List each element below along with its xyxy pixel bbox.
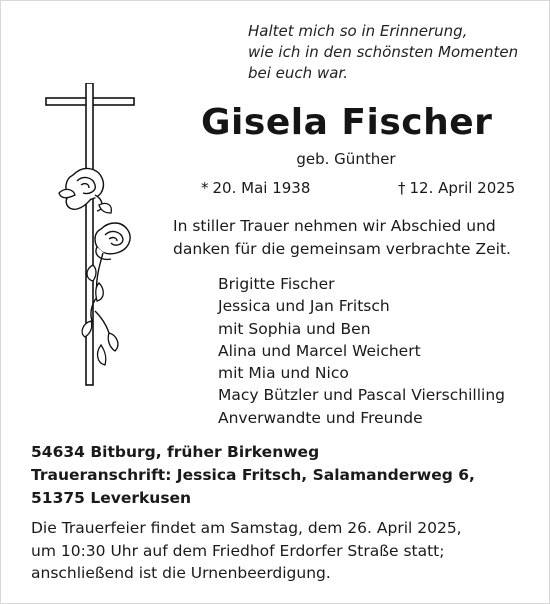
address-line: Traueranschrift: Jessica Fritsch, Salamanderweg 6, — [31, 466, 475, 484]
mourning-line: danken für die gemeinsam verbrachte Zeit. — [173, 240, 511, 258]
family-member: Brigitte Fischer — [218, 275, 335, 293]
address-line: 51375 Leverkusen — [31, 489, 192, 507]
poem-line: bei euch war. — [248, 64, 348, 82]
mourning-text — [173, 215, 543, 261]
family-member: Anverwandte und Freunde — [218, 408, 423, 427]
family-member: Jessica und Jan Fritsch — [218, 297, 390, 316]
family-member: Alina und Marcel Weichert — [218, 341, 421, 360]
poem-line: Haltet mich so in Erinnerung, — [248, 22, 468, 40]
poem-line: wie ich in den schönsten Momenten — [248, 43, 519, 61]
service-line: um 10:30 Uhr auf dem Friedhof Erdorfer Straße statt; — [31, 541, 445, 560]
maiden-name: geb. Günther — [296, 150, 396, 168]
service-line: Die Trauerfeier findet am Samstag, dem 26. April 2025, — [31, 519, 462, 537]
service-line: anschließend ist die Urnenbeerdigung. — [31, 564, 331, 582]
mourning-line: In stiller Trauer nehmen wir Abschied und — [173, 217, 496, 235]
deceased-name: Gisela Fischer — [201, 102, 493, 143]
cross-with-roses-icon — [39, 83, 169, 403]
family-member: Macy Bützler und Pascal Vierschilling — [218, 386, 505, 405]
birth-date: 20. Mai 1938 — [212, 179, 311, 197]
death-date-line — [398, 178, 515, 198]
family-list — [218, 273, 543, 429]
memorial-poem — [248, 21, 538, 84]
address-line: 54634 Bitburg, früher Birkenweg — [31, 443, 320, 461]
funeral-service-info — [31, 517, 536, 585]
mourning-address — [31, 441, 536, 510]
birth-date-line — [201, 178, 310, 198]
family-member: mit Sophia und Ben — [218, 319, 371, 338]
family-member: mit Mia und Nico — [218, 364, 349, 383]
death-date: 12. April 2025 — [409, 179, 516, 197]
death-cross-icon: † — [398, 179, 406, 197]
birth-star-icon: * — [201, 179, 209, 197]
